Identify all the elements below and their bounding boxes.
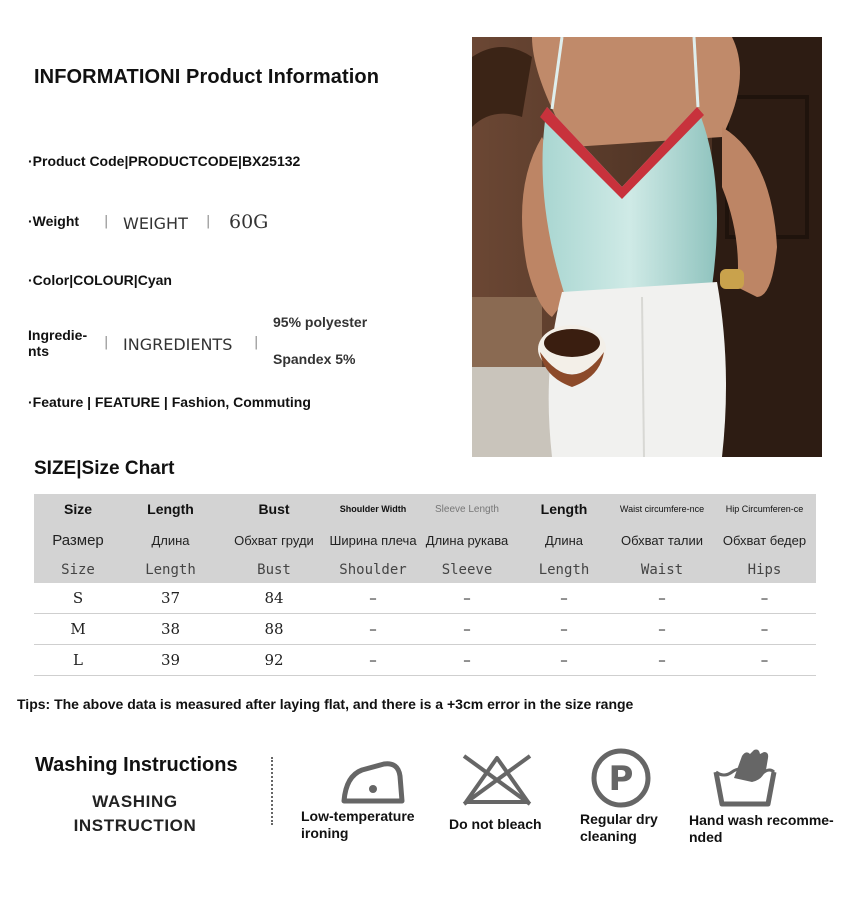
- header-cell: Sleeve: [417, 556, 517, 583]
- table-cell: 39: [122, 645, 219, 676]
- product-code: ·Product Code|PRODUCTCODE|BX25132: [28, 153, 301, 169]
- table-row: [34, 583, 816, 614]
- table-cell: S: [34, 583, 122, 614]
- header-cell: Обхват талии: [611, 524, 713, 556]
- weight-value: 60G: [229, 211, 269, 233]
- weight-sep: |: [104, 214, 109, 229]
- header-cell: Size: [34, 556, 122, 583]
- table-cell: 92: [219, 645, 329, 676]
- table-cell: –: [417, 583, 517, 614]
- table-cell: L: [34, 645, 122, 676]
- header-cell: Shoulder Width: [329, 494, 417, 524]
- header-row-short: [34, 556, 816, 583]
- size-chart-table: [34, 494, 816, 676]
- header-cell: Обхват груди: [219, 524, 329, 556]
- header-cell: Обхват бедер: [713, 524, 816, 556]
- ingredients-sep: |: [104, 335, 109, 350]
- color-line: ·Color|COLOUR|Cyan: [28, 272, 172, 288]
- header-cell: Waist circumfere-nce: [611, 494, 713, 524]
- product-photo: [472, 37, 822, 457]
- table-cell: –: [611, 645, 713, 676]
- table-cell: –: [417, 645, 517, 676]
- header-cell: Length: [122, 556, 219, 583]
- no-bleach-icon: [460, 752, 534, 808]
- header-cell: Shoulder: [329, 556, 417, 583]
- dry-clean-label: Regular dry cleaning: [580, 811, 658, 844]
- table-cell: 84: [219, 583, 329, 614]
- ingredient-spandex: Spandex 5%: [273, 351, 356, 367]
- table-cell: –: [329, 614, 417, 645]
- table-cell: –: [611, 614, 713, 645]
- header-row-ru: [34, 524, 816, 556]
- table-cell: –: [713, 583, 816, 614]
- feature-line: ·Feature | FEATURE | Fashion, Commuting: [28, 394, 311, 410]
- ingredient-polyester: 95% polyester: [273, 314, 368, 330]
- washing-subtitle: WASHING INSTRUCTION: [73, 792, 197, 835]
- ingredients-label: Ingredie- nts: [28, 327, 88, 359]
- svg-text:P: P: [608, 759, 634, 799]
- washing-divider: [271, 757, 273, 825]
- weight-en: WEIGHT: [123, 214, 188, 233]
- table-cell: –: [329, 583, 417, 614]
- header-cell: Длина рукава: [417, 524, 517, 556]
- table-cell: M: [34, 614, 122, 645]
- header-cell: Length: [517, 494, 611, 524]
- header-cell: Hips: [713, 556, 816, 583]
- header-cell: Waist: [611, 556, 713, 583]
- table-cell: –: [713, 645, 816, 676]
- header-cell: Размер: [34, 524, 122, 556]
- model-wearing-cami-image: [472, 37, 822, 457]
- header-cell: Length: [517, 556, 611, 583]
- no-bleach-label: Do not bleach: [449, 816, 542, 832]
- size-chart-title: SIZE|Size Chart: [34, 458, 175, 479]
- weight-sep-2: |: [206, 214, 211, 229]
- table-cell: –: [517, 614, 611, 645]
- header-cell: Ширина плеча: [329, 524, 417, 556]
- header-cell: Length: [122, 494, 219, 524]
- table-cell: 37: [122, 583, 219, 614]
- table-cell: –: [417, 614, 517, 645]
- table-cell: –: [329, 645, 417, 676]
- table-cell: 38: [122, 614, 219, 645]
- header-cell: Bust: [219, 494, 329, 524]
- dry-clean-p-icon: [590, 747, 652, 809]
- table-cell: –: [517, 645, 611, 676]
- iron-label: Low-temperature ironing: [301, 808, 415, 841]
- ingredients-sep-2: |: [254, 335, 259, 350]
- ingredients-en: INGREDIENTS: [123, 335, 233, 354]
- header-cell: Size: [34, 494, 122, 524]
- hand-wash-label: Hand wash recomme- nded: [689, 812, 834, 845]
- header-cell: Sleeve Length: [417, 494, 517, 524]
- table-cell: –: [713, 614, 816, 645]
- header-cell: Bust: [219, 556, 329, 583]
- iron-icon: [340, 756, 406, 806]
- table-cell: –: [517, 583, 611, 614]
- header-cell: Hip Circumferen-ce: [713, 494, 816, 524]
- size-tips: Tips: The above data is measured after laying flat, and there is a +3cm error in the size range: [17, 696, 634, 712]
- table-row: [34, 645, 816, 676]
- product-info-title: INFORMATIONI Product Information: [34, 66, 380, 88]
- header-cell: Длина: [122, 524, 219, 556]
- table-row: [34, 614, 816, 645]
- table-cell: 88: [219, 614, 329, 645]
- header-cell: Длина: [517, 524, 611, 556]
- header-row-en: [34, 494, 816, 524]
- washing-title: Washing Instructions: [35, 754, 238, 776]
- hand-wash-icon: [712, 748, 778, 808]
- weight-label: ·Weight: [28, 213, 80, 229]
- table-cell: –: [611, 583, 713, 614]
